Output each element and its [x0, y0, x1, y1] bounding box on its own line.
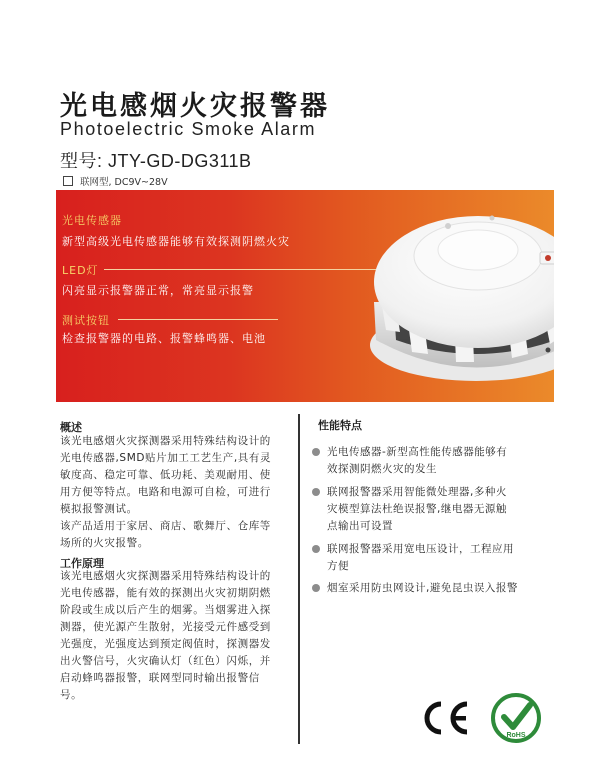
feature-line: 灾模型算法杜绝误报警,继电器无源触 — [327, 503, 507, 515]
feature-item — [312, 541, 550, 575]
feature-item — [312, 580, 550, 597]
feature-line: 联网报警器采用宽电压设计，工程应用 — [327, 543, 514, 555]
banner-label-sensor: 光电传感器 — [62, 214, 122, 227]
feature-item — [312, 484, 550, 535]
variant-checkbox[interactable] — [63, 176, 73, 186]
overview-line: 用方便等特点。电路和电源可自检，可进行 — [60, 486, 271, 498]
overview-line: 模拟报警测试。 — [60, 503, 138, 515]
overview-text — [60, 433, 292, 552]
bullet-icon — [312, 448, 320, 456]
feature-line: 烟室采用防虫网设计,避免昆虫误入报警 — [327, 582, 518, 594]
banner-desc-led: 闪亮显示报警器正常，常亮显示报警 — [62, 284, 254, 297]
smoke-detector-image — [356, 190, 554, 402]
overview-line: 场所的火灾报警。 — [60, 537, 149, 549]
principle-line: 该光电感烟火灾探测器采用特殊结构设计的 — [60, 570, 271, 582]
column-divider — [298, 414, 300, 744]
overview-line: 该光电感烟火灾探测器采用特殊结构设计的 — [60, 435, 271, 447]
bullet-icon — [312, 488, 320, 496]
features-heading: 性能特点 — [318, 419, 362, 432]
banner-desc-sensor: 新型高级光电传感器能够有效探测阴燃火灾 — [62, 235, 290, 248]
leader-line-test — [118, 319, 278, 320]
bullet-icon — [312, 584, 320, 592]
principle-line: 阶段或生成以后产生的烟雾。当烟雾进入探 — [60, 604, 271, 616]
rohs-badge-icon — [490, 692, 542, 744]
variant-label: 联网型, DC9V~28V — [80, 177, 168, 188]
principle-line: 启动蜂鸣器报警，联网型同时输出报警信 — [60, 672, 260, 684]
page-title-en: Photoelectric Smoke Alarm — [60, 119, 317, 139]
overview-heading: 概述 — [60, 421, 82, 434]
banner-label-led: LED灯 — [62, 264, 99, 277]
principle-line: 光强度，光强度达到预定阀值时，探测器发 — [60, 638, 271, 650]
feature-line: 点输出可设置 — [327, 520, 393, 532]
feature-line: 方便 — [327, 560, 349, 572]
principle-heading: 工作原理 — [60, 557, 104, 570]
page-title-cn: 光电感烟火灾报警器 — [60, 91, 330, 122]
ce-mark-icon — [417, 698, 473, 738]
feature-banner — [56, 190, 554, 402]
overview-line: 该产品适用于家居、商店、歌舞厅、仓库等 — [60, 520, 271, 532]
model-number: 型号: JTY-GD-DG311B — [60, 151, 252, 171]
variant-option — [63, 174, 168, 188]
principle-line: 光电传感器，能有效的探测出火灾初期阴燃 — [60, 587, 271, 599]
principle-text — [60, 568, 292, 704]
banner-desc-test: 检查报警器的电路、报警蜂鸣器、电池 — [62, 332, 266, 345]
rohs-label: RoHS — [506, 732, 526, 739]
feature-item — [312, 444, 550, 478]
bullet-icon — [312, 545, 320, 553]
principle-line: 测器，使光源产生散射，光接受元件感受到 — [60, 621, 271, 633]
banner-label-test: 测试按钮 — [62, 314, 110, 327]
principle-line: 号。 — [60, 689, 83, 701]
overview-line: 光电传感器,SMD贴片加工工艺生产,具有灵 — [60, 452, 272, 464]
overview-line: 敏度高、稳定可靠、低功耗、美观耐用、使 — [60, 469, 271, 481]
principle-line: 出火警信号，火灾确认灯（红色）闪烁，并 — [60, 655, 271, 667]
feature-line: 光电传感器-新型高性能传感器能够有 — [327, 446, 508, 458]
feature-line: 联网报警器采用智能微处理器,多种火 — [327, 486, 507, 498]
feature-line: 效探测阴燃火灾的发生 — [327, 463, 437, 475]
